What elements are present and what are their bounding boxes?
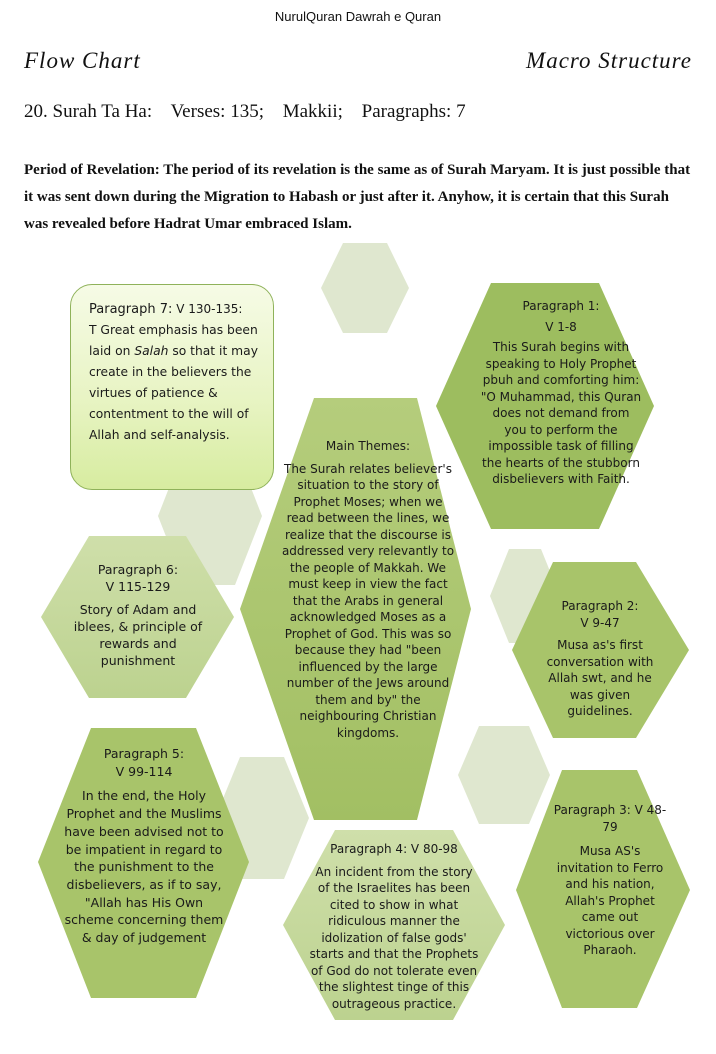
p7-text-post: so that it may create in the believers the virtues of patience & contentment to the will of Allah and self-analysis. <box>89 344 258 442</box>
period-label: Period of Revelation: <box>24 162 160 178</box>
p2-heading: Paragraph 2: <box>561 599 639 613</box>
p5-text-block <box>64 745 224 947</box>
p2-text: Musa as's first conversation with Allah swt, and he was given guidelines. <box>546 638 654 718</box>
surah-name: 20. Surah Ta Ha: <box>24 101 153 122</box>
p1-verses: V 1-8 <box>545 319 577 334</box>
connector-hex-top <box>321 243 409 333</box>
main-themes-text: The Surah relates believer's situation to the story of Prophet Moses; when we read between the lines, we realize that the discourse is addressed very relevantly to the people of Makkah. We must keep in view the fact that the Arabs in general acknowledged Moses as a Prophet of God. This was so because they had "been influenced by the large number of the Jews around them and by" the neighbouring Christian kingdoms. <box>281 461 455 740</box>
verse-count: Verses: 135; <box>170 101 264 122</box>
connector-hex-lower-right <box>458 726 550 824</box>
p5-verses: V 99-114 <box>115 763 173 779</box>
p4-text-block <box>308 841 480 1012</box>
flow-chart-title: Flow Chart <box>24 48 141 73</box>
p7-text-emphasis: Salah <box>134 344 169 358</box>
p7-text-pre: T Great emphasis has been laid on <box>89 323 258 358</box>
p2-text-block <box>538 598 662 720</box>
p5-heading: Paragraph 5: <box>103 746 185 761</box>
p3-heading: Paragraph 3: V 48-79 <box>553 803 667 834</box>
paragraph-count: Paragraphs: 7 <box>361 101 466 122</box>
surah-type: Makkii; <box>282 101 343 122</box>
p6-verses: V 115-129 <box>105 579 171 594</box>
document-header: NurulQuran Dawrah e Quran <box>274 9 442 24</box>
main-themes-heading: Main Themes: <box>325 439 411 453</box>
paragraph-7-box <box>70 284 274 490</box>
p5-text: In the end, the Holy Prophet and the Muslims have been advised not to be impatient in regard to the punishment to the disbelievers, as if to say, "Allah has His Own scheme concerning them & day of judgement <box>64 788 224 946</box>
p6-text-block <box>66 561 210 669</box>
p7-heading: Paragraph 7: <box>89 302 173 317</box>
p1-text: This Surah begins with speaking to Holy Prophet pbuh and comforting him: "O Muhammad, this Quran does not demand from you to perform the impossible task of filling the hearts of the stubborn disbelievers with Faith. <box>480 340 642 486</box>
p1-text-block <box>480 298 642 488</box>
p2-verses: V 9-47 <box>580 615 620 630</box>
macro-structure-title: Macro Structure <box>526 48 692 73</box>
p4-heading: Paragraph 4: V 80-98 <box>330 842 458 856</box>
p7-verses: V 130-135: <box>172 302 243 316</box>
main-themes-text-block <box>281 438 455 741</box>
p3-text-block <box>551 802 669 959</box>
p4-text: An incident from the story of the Israelites has been cited to show in what ridiculous manner the idolization of false gods' starts and that the Prophets of God do not tolerate even the slightest tinge of this outrageous practice. <box>309 864 479 1011</box>
p6-heading: Paragraph 6: <box>97 562 179 577</box>
period-text: The period of its revelation is the same as of Surah Maryam. It is just possible that it was sent down during the Migration to Habash or just after it. Anyhow, it is certain that this Surah was revealed before Hadrat Umar embraced Islam. <box>24 162 691 232</box>
p6-text: Story of Adam and iblees, & principle of rewards and punishment <box>73 602 203 668</box>
p1-heading: Paragraph 1: <box>522 299 600 313</box>
p3-text: Musa AS's invitation to Ferro and his nation, Allah's Prophet came out victorious over Pharaoh. <box>556 844 664 957</box>
